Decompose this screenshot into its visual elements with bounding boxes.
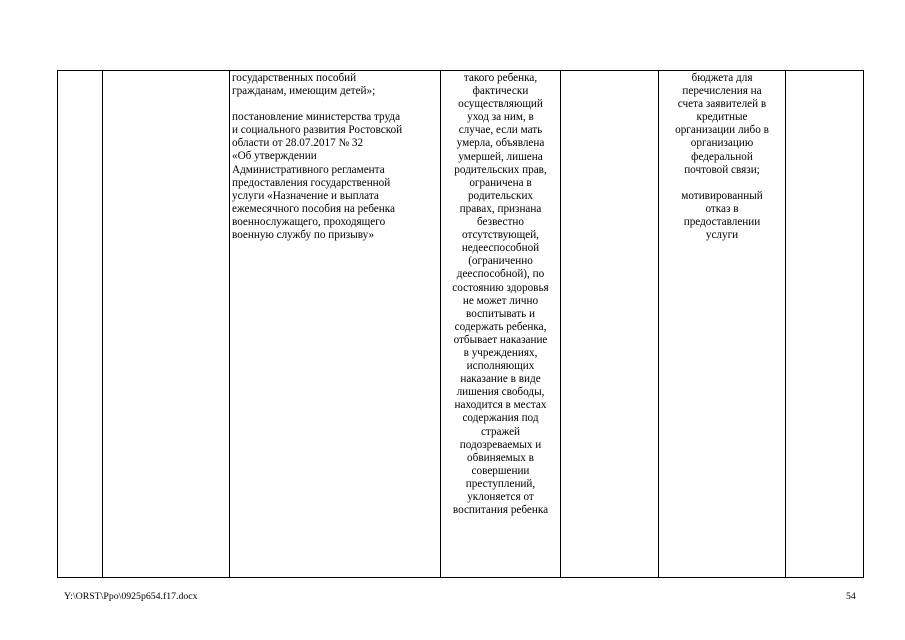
text-line: Административного регламента <box>232 163 385 176</box>
text-line: содержать ребенка, <box>454 320 547 333</box>
text-line: счета заявителей в <box>677 98 767 111</box>
text-line: обвиняемых в <box>467 451 534 464</box>
legal-basis-text-b <box>232 111 438 242</box>
text-line: кредитные <box>696 111 748 124</box>
text-line: ежемесячного пособия на ребенка <box>232 202 395 215</box>
text-line: исполняющих <box>466 360 535 373</box>
table-cell-1 <box>58 71 103 578</box>
text-line: отказ в <box>705 202 739 215</box>
text-line: услуги «Назначение и выплата <box>232 189 379 202</box>
text-line: военнослужащего, проходящего <box>232 215 386 228</box>
table-cell-2 <box>103 71 230 578</box>
text-line: ограничена в <box>469 176 532 189</box>
text-line: гражданам, имеющим детей»; <box>232 85 376 98</box>
applicant-description-cell <box>441 71 561 578</box>
text-line: такого ребенка, <box>463 72 538 84</box>
text-line: в учреждениях, <box>463 346 538 359</box>
text-line: наказание в виде <box>460 373 541 386</box>
text-line: случае, если мать <box>458 124 543 137</box>
text-line: дееспособной), по <box>456 268 545 281</box>
service-result-text-b <box>661 190 783 242</box>
text-line: находится в местах <box>454 399 547 412</box>
text-line: преступлений, <box>465 477 536 490</box>
legal-basis-cell <box>230 71 441 578</box>
text-line: недееспособной <box>461 242 540 255</box>
text-line: области от 28.07.2017 № 32 <box>232 137 364 150</box>
text-line: умерла, объявлена <box>456 137 545 150</box>
document-table <box>57 70 864 578</box>
text-line: мотивированный <box>681 189 763 202</box>
text-line: военную службу по призыву» <box>232 229 375 242</box>
service-result-text-a <box>661 72 783 177</box>
text-line: почтовой связи; <box>684 163 760 176</box>
text-line: состоянию здоровья <box>452 281 549 294</box>
text-line: услуги <box>705 229 739 242</box>
table-cell-5 <box>561 71 659 578</box>
text-line: уклоняется от <box>467 491 534 503</box>
legal-basis-text-a <box>232 72 438 98</box>
text-line: отсутствующей, <box>462 229 539 242</box>
applicant-description-text <box>443 72 558 517</box>
text-line: воспитывать и <box>465 307 535 320</box>
text-line: подозреваемых и <box>459 438 542 451</box>
text-line: родительских прав, <box>454 163 547 176</box>
service-result-cell <box>659 71 786 578</box>
text-line: и социального развития Ростовской <box>232 124 403 137</box>
text-line: содержания под <box>462 412 539 425</box>
text-line: воспитания ребенка <box>452 504 549 517</box>
table-row <box>58 71 864 578</box>
paragraph-gap <box>661 177 783 190</box>
text-line: фактически <box>472 85 529 98</box>
text-line: уход за ним, в <box>467 111 534 124</box>
text-line: организацию <box>690 137 754 150</box>
text-line: предоставления государственной <box>232 176 391 189</box>
text-line: осуществляющий <box>458 98 543 111</box>
text-line: правах, признана <box>459 202 542 215</box>
text-line: организации либо в <box>675 124 769 137</box>
text-line: умершей, лишена <box>458 150 543 163</box>
text-line: стражей <box>480 425 521 438</box>
text-line: совершении <box>471 464 530 477</box>
text-line: отбывает наказание <box>453 333 548 346</box>
text-line: (ограниченно <box>468 255 533 268</box>
table-cell-7 <box>786 71 864 578</box>
page-number: 54 <box>846 591 856 602</box>
text-line: лишения свободы, <box>456 386 545 399</box>
text-line: федеральной <box>691 150 753 163</box>
text-line: не может лично <box>462 294 539 307</box>
text-line: постановление министерства труда <box>232 111 401 124</box>
text-line: перечисления на <box>682 85 762 98</box>
text-line: безвестно <box>477 216 524 229</box>
paragraph-gap <box>232 98 438 111</box>
text-line: предоставлении <box>683 215 761 228</box>
footer-file-path: Y:\ORST\Ppo\0925p654.f17.docx <box>64 591 198 602</box>
text-line: государственных пособий <box>232 72 357 84</box>
text-line: «Об утверждении <box>232 150 317 163</box>
text-line: родительских <box>467 189 534 202</box>
text-line: бюджета для <box>691 72 753 84</box>
